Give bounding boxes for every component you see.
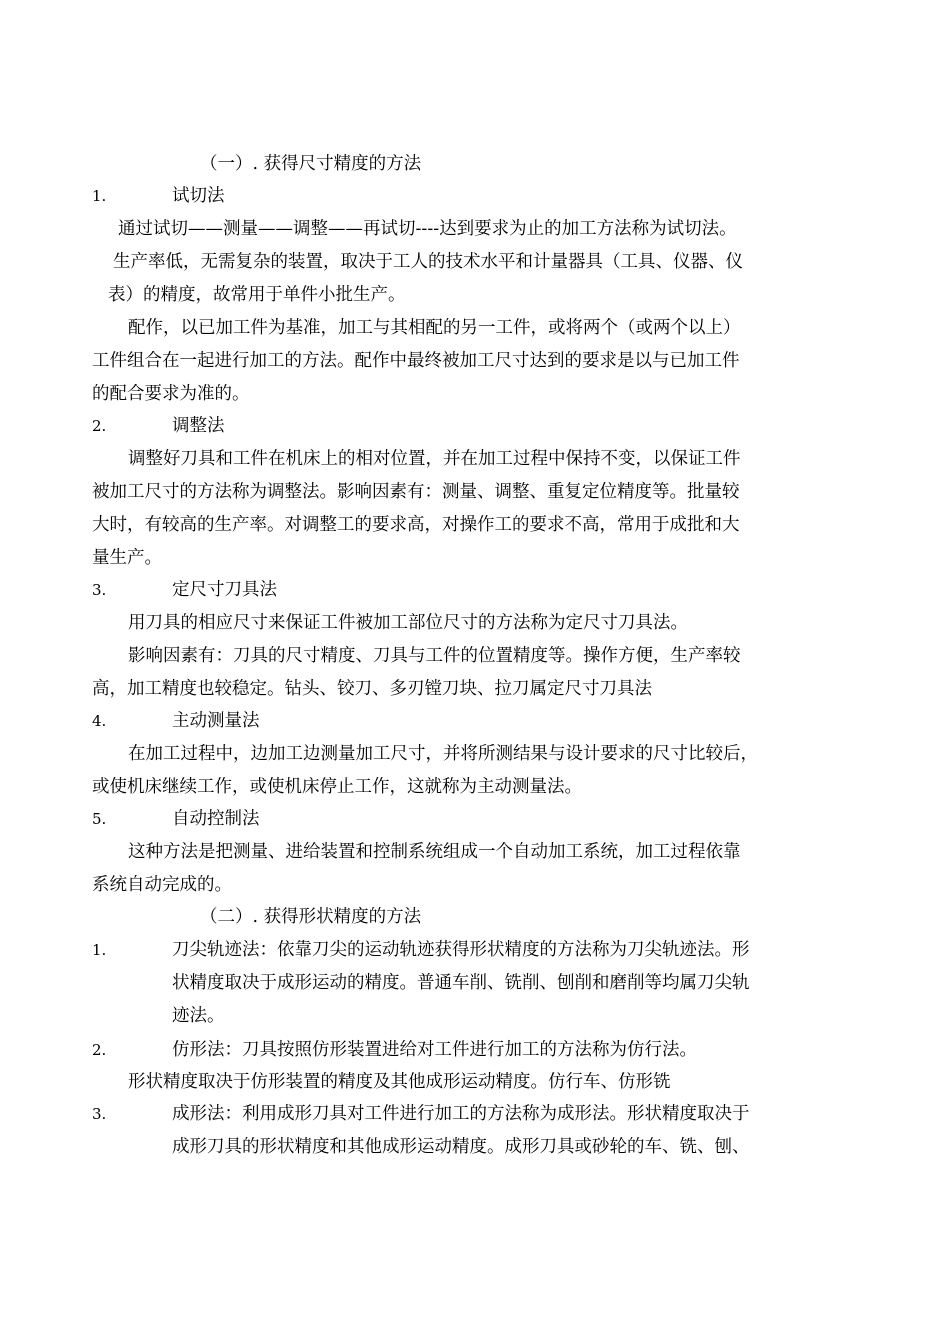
paragraph-line: 配作，以已加工件为基准，加工与其相配的另一工件，或将两个（或两个以上） bbox=[128, 318, 741, 338]
paragraph-line: 成形法：利用成形刀具对工件进行加工的方法称为成形法。形状精度取决于 bbox=[172, 1104, 750, 1124]
item-number: 5. bbox=[92, 810, 107, 828]
paragraph-line: 系统自动完成的。 bbox=[92, 875, 232, 895]
paragraph-line: 在加工过程中，边加工边测量加工尺寸，并将所测结果与设计要求的尺寸比较后， bbox=[128, 744, 758, 764]
paragraph-line: 调整好刀具和工件在机床上的相对位置，并在加工过程中保持不变，以保证工件 bbox=[128, 449, 741, 469]
paragraph-line: 成形刀具的形状精度和其他成形运动精度。成形刀具或砂轮的车、铣、刨、 bbox=[172, 1137, 750, 1157]
paragraph-line: 仿形法：刀具按照仿形装置进给对工件进行加工的方法称为仿行法。 bbox=[172, 1040, 697, 1060]
paragraph-line: 高，加工精度也较稳定。钻头、铰刀、多刃镗刀块、拉刀属定尺寸刀具法 bbox=[92, 679, 652, 699]
paragraph-line: 通过试切——测量——调整——再试切----达到要求为止的加工方法称为试切法。 bbox=[118, 219, 737, 239]
item-title: 主动测量法 bbox=[172, 711, 260, 731]
item-number: 2. bbox=[92, 417, 107, 435]
paragraph-line: 迹法。 bbox=[172, 1006, 225, 1026]
item-title: 试切法 bbox=[172, 186, 225, 206]
paragraph-line: 或使机床继续工作，或使机床停止工作，这就称为主动测量法。 bbox=[92, 777, 582, 797]
section-heading: （二）. 获得形状精度的方法 bbox=[200, 907, 422, 927]
item-number: 3. bbox=[92, 581, 107, 599]
item-number: 1. bbox=[92, 941, 107, 959]
paragraph-line: 这种方法是把测量、进给装置和控制系统组成一个自动加工系统，加工过程依靠 bbox=[128, 842, 741, 862]
paragraph-line: 状精度取决于成形运动的精度。普通车削、铣削、刨削和磨削等均属刀尖轨 bbox=[172, 973, 750, 993]
item-number: 2. bbox=[92, 1041, 107, 1059]
item-number: 1. bbox=[92, 187, 107, 205]
paragraph-line: 工件组合在一起进行加工的方法。配作中最终被加工尺寸达到的要求是以与已加工件 bbox=[92, 351, 740, 371]
paragraph-line: 用刀具的相应尺寸来保证工件被加工部位尺寸的方法称为定尺寸刀具法。 bbox=[128, 613, 688, 633]
paragraph-line: 表）的精度，故常用于单件小批生产。 bbox=[108, 285, 406, 305]
item-number: 3. bbox=[92, 1105, 107, 1123]
paragraph-line: 刀尖轨迹法：依靠刀尖的运动轨迹获得形状精度的方法称为刀尖轨迹法。形 bbox=[172, 940, 750, 960]
item-number: 4. bbox=[92, 712, 107, 730]
paragraph-line: 的配合要求为准的。 bbox=[92, 384, 250, 404]
paragraph-line: 生产率低，无需复杂的装置，取决于工人的技术水平和计量器具（工具、仪器、仪 bbox=[113, 252, 743, 272]
paragraph-line: 影响因素有：刀具的尺寸精度、刀具与工件的位置精度等。操作方便，生产率较 bbox=[128, 646, 741, 666]
paragraph-line: 量生产。 bbox=[92, 548, 162, 568]
item-title: 定尺寸刀具法 bbox=[172, 580, 277, 600]
paragraph-line: 形状精度取决于仿形装置的精度及其他成形运动精度。仿行车、仿形铣 bbox=[128, 1072, 671, 1092]
paragraph-line: 被加工尺寸的方法称为调整法。影响因素有：测量、调整、重复定位精度等。批量较 bbox=[92, 482, 740, 502]
item-title: 自动控制法 bbox=[172, 809, 260, 829]
section-heading: （一）. 获得尺寸精度的方法 bbox=[200, 154, 422, 174]
item-title: 调整法 bbox=[172, 416, 225, 436]
paragraph-line: 大时，有较高的生产率。对调整工的要求高，对操作工的要求不高，常用于成批和大 bbox=[92, 515, 740, 535]
